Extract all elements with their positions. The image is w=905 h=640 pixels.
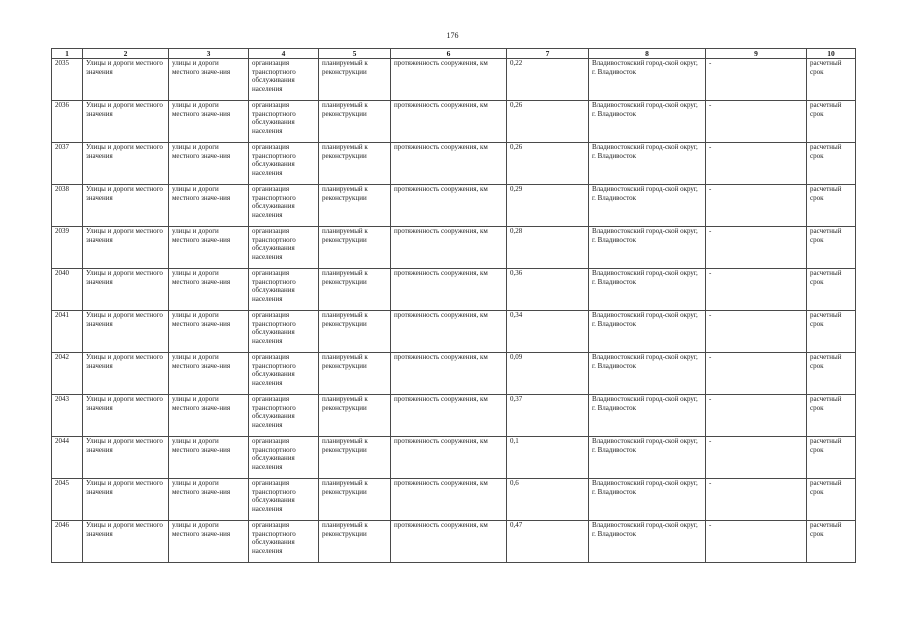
cell-location: Владивостокский город-ской округ, г. Владивосток — [589, 437, 706, 479]
cell-object-status: планируемый к реконструкции — [319, 59, 391, 101]
cell-object-purpose: организация транспортного обслуживания населения — [249, 521, 319, 563]
cell-object-type: улицы и дороги местного значе-ния — [169, 395, 249, 437]
cell-parameter: протяженность сооружения, км — [391, 143, 507, 185]
cell-object-name: Улицы и дороги местного значения — [83, 395, 169, 437]
cell-term: расчетный срок — [807, 185, 856, 227]
cell-object-purpose: организация транспортного обслуживания населения — [249, 311, 319, 353]
table-row — [52, 59, 856, 101]
cell-object-status: планируемый к реконструкции — [319, 143, 391, 185]
cell-location: Владивостокский город-ской округ, г. Владивосток — [589, 395, 706, 437]
cell-term: расчетный срок — [807, 395, 856, 437]
cell-object-number: 2040 — [52, 269, 83, 311]
cell-object-purpose: организация транспортного обслуживания населения — [249, 437, 319, 479]
cell-zone: - — [706, 101, 807, 143]
cell-object-name: Улицы и дороги местного значения — [83, 59, 169, 101]
cell-location: Владивостокский город-ской округ, г. Владивосток — [589, 311, 706, 353]
cell-parameter: протяженность сооружения, км — [391, 521, 507, 563]
cell-location: Владивостокский город-ской округ, г. Владивосток — [589, 269, 706, 311]
cell-object-status: планируемый к реконструкции — [319, 479, 391, 521]
cell-parameter: протяженность сооружения, км — [391, 101, 507, 143]
cell-value: 0,28 — [507, 227, 589, 269]
cell-object-name: Улицы и дороги местного значения — [83, 185, 169, 227]
cell-object-name: Улицы и дороги местного значения — [83, 353, 169, 395]
table-row — [52, 143, 856, 185]
column-header: 8 — [589, 49, 706, 59]
column-header: 3 — [169, 49, 249, 59]
cell-parameter: протяженность сооружения, км — [391, 479, 507, 521]
cell-parameter: протяженность сооружения, км — [391, 59, 507, 101]
cell-object-purpose: организация транспортного обслуживания населения — [249, 59, 319, 101]
cell-object-type: улицы и дороги местного значе-ния — [169, 143, 249, 185]
cell-object-purpose: организация транспортного обслуживания населения — [249, 353, 319, 395]
cell-object-number: 2041 — [52, 311, 83, 353]
cell-object-status: планируемый к реконструкции — [319, 227, 391, 269]
cell-object-number: 2046 — [52, 521, 83, 563]
cell-value: 0,1 — [507, 437, 589, 479]
cell-object-purpose: организация транспортного обслуживания населения — [249, 269, 319, 311]
cell-object-number: 2039 — [52, 227, 83, 269]
column-header: 2 — [83, 49, 169, 59]
cell-term: расчетный срок — [807, 269, 856, 311]
cell-object-number: 2045 — [52, 479, 83, 521]
cell-object-number: 2037 — [52, 143, 83, 185]
cell-object-number: 2038 — [52, 185, 83, 227]
cell-object-number: 2044 — [52, 437, 83, 479]
table-body — [52, 59, 856, 563]
cell-location: Владивостокский город-ской округ, г. Владивосток — [589, 227, 706, 269]
cell-zone: - — [706, 353, 807, 395]
cell-zone: - — [706, 269, 807, 311]
table-row — [52, 269, 856, 311]
cell-term: расчетный срок — [807, 101, 856, 143]
cell-object-type: улицы и дороги местного значе-ния — [169, 311, 249, 353]
cell-object-number: 2043 — [52, 395, 83, 437]
cell-object-purpose: организация транспортного обслуживания населения — [249, 101, 319, 143]
cell-object-status: планируемый к реконструкции — [319, 311, 391, 353]
cell-term: расчетный срок — [807, 437, 856, 479]
cell-object-number: 2042 — [52, 353, 83, 395]
cell-location: Владивостокский город-ской округ, г. Владивосток — [589, 59, 706, 101]
cell-value: 0,22 — [507, 59, 589, 101]
cell-zone: - — [706, 227, 807, 269]
cell-value: 0,26 — [507, 143, 589, 185]
cell-parameter: протяженность сооружения, км — [391, 395, 507, 437]
cell-object-name: Улицы и дороги местного значения — [83, 311, 169, 353]
cell-object-name: Улицы и дороги местного значения — [83, 227, 169, 269]
table-header-row — [52, 49, 856, 59]
cell-object-status: планируемый к реконструкции — [319, 437, 391, 479]
cell-object-status: планируемый к реконструкции — [319, 521, 391, 563]
cell-value: 0,36 — [507, 269, 589, 311]
table-row — [52, 353, 856, 395]
cell-parameter: протяженность сооружения, км — [391, 311, 507, 353]
cell-term: расчетный срок — [807, 143, 856, 185]
column-header: 7 — [507, 49, 589, 59]
cell-object-name: Улицы и дороги местного значения — [83, 269, 169, 311]
column-header: 9 — [706, 49, 807, 59]
cell-object-type: улицы и дороги местного значе-ния — [169, 185, 249, 227]
cell-term: расчетный срок — [807, 353, 856, 395]
cell-object-number: 2036 — [52, 101, 83, 143]
column-header: 5 — [319, 49, 391, 59]
cell-object-purpose: организация транспортного обслуживания населения — [249, 479, 319, 521]
cell-object-name: Улицы и дороги местного значения — [83, 437, 169, 479]
table-row — [52, 311, 856, 353]
objects-table — [51, 48, 856, 563]
cell-parameter: протяженность сооружения, км — [391, 227, 507, 269]
table-row — [52, 437, 856, 479]
cell-object-purpose: организация транспортного обслуживания населения — [249, 395, 319, 437]
cell-object-type: улицы и дороги местного значе-ния — [169, 101, 249, 143]
cell-value: 0,6 — [507, 479, 589, 521]
table-row — [52, 101, 856, 143]
table-row — [52, 479, 856, 521]
cell-object-type: улицы и дороги местного значе-ния — [169, 227, 249, 269]
cell-term: расчетный срок — [807, 479, 856, 521]
cell-object-type: улицы и дороги местного значе-ния — [169, 353, 249, 395]
cell-term: расчетный срок — [807, 311, 856, 353]
column-header: 10 — [807, 49, 856, 59]
cell-zone: - — [706, 59, 807, 101]
table-row — [52, 227, 856, 269]
cell-zone: - — [706, 437, 807, 479]
cell-object-purpose: организация транспортного обслуживания населения — [249, 143, 319, 185]
cell-term: расчетный срок — [807, 59, 856, 101]
cell-location: Владивостокский город-ской округ, г. Владивосток — [589, 479, 706, 521]
cell-object-type: улицы и дороги местного значе-ния — [169, 521, 249, 563]
cell-term: расчетный срок — [807, 521, 856, 563]
cell-object-number: 2035 — [52, 59, 83, 101]
cell-location: Владивостокский город-ской округ, г. Владивосток — [589, 185, 706, 227]
cell-parameter: протяженность сооружения, км — [391, 185, 507, 227]
cell-object-status: планируемый к реконструкции — [319, 101, 391, 143]
cell-location: Владивостокский город-ской округ, г. Владивосток — [589, 101, 706, 143]
column-header: 6 — [391, 49, 507, 59]
column-header: 4 — [249, 49, 319, 59]
table-row — [52, 521, 856, 563]
column-header: 1 — [52, 49, 83, 59]
cell-location: Владивостокский город-ской округ, г. Владивосток — [589, 353, 706, 395]
cell-object-name: Улицы и дороги местного значения — [83, 521, 169, 563]
cell-object-name: Улицы и дороги местного значения — [83, 479, 169, 521]
cell-object-name: Улицы и дороги местного значения — [83, 143, 169, 185]
cell-object-status: планируемый к реконструкции — [319, 353, 391, 395]
cell-object-name: Улицы и дороги местного значения — [83, 101, 169, 143]
cell-object-purpose: организация транспортного обслуживания населения — [249, 227, 319, 269]
cell-value: 0,29 — [507, 185, 589, 227]
cell-zone: - — [706, 311, 807, 353]
cell-zone: - — [706, 479, 807, 521]
cell-object-status: планируемый к реконструкции — [319, 395, 391, 437]
cell-value: 0,34 — [507, 311, 589, 353]
page-number: 176 — [446, 31, 459, 40]
cell-location: Владивостокский город-ской округ, г. Владивосток — [589, 143, 706, 185]
cell-object-status: планируемый к реконструкции — [319, 185, 391, 227]
cell-object-type: улицы и дороги местного значе-ния — [169, 479, 249, 521]
cell-object-status: планируемый к реконструкции — [319, 269, 391, 311]
cell-parameter: протяженность сооружения, км — [391, 269, 507, 311]
table-row — [52, 395, 856, 437]
cell-value: 0,26 — [507, 101, 589, 143]
cell-object-type: улицы и дороги местного значе-ния — [169, 269, 249, 311]
cell-parameter: протяженность сооружения, км — [391, 353, 507, 395]
cell-value: 0,47 — [507, 521, 589, 563]
table-row — [52, 185, 856, 227]
cell-location: Владивостокский город-ской округ, г. Владивосток — [589, 521, 706, 563]
cell-value: 0,37 — [507, 395, 589, 437]
cell-object-type: улицы и дороги местного значе-ния — [169, 437, 249, 479]
cell-zone: - — [706, 521, 807, 563]
cell-value: 0,09 — [507, 353, 589, 395]
cell-zone: - — [706, 143, 807, 185]
cell-parameter: протяженность сооружения, км — [391, 437, 507, 479]
cell-object-purpose: организация транспортного обслуживания населения — [249, 185, 319, 227]
cell-object-type: улицы и дороги местного значе-ния — [169, 59, 249, 101]
cell-zone: - — [706, 395, 807, 437]
cell-term: расчетный срок — [807, 227, 856, 269]
cell-zone: - — [706, 185, 807, 227]
